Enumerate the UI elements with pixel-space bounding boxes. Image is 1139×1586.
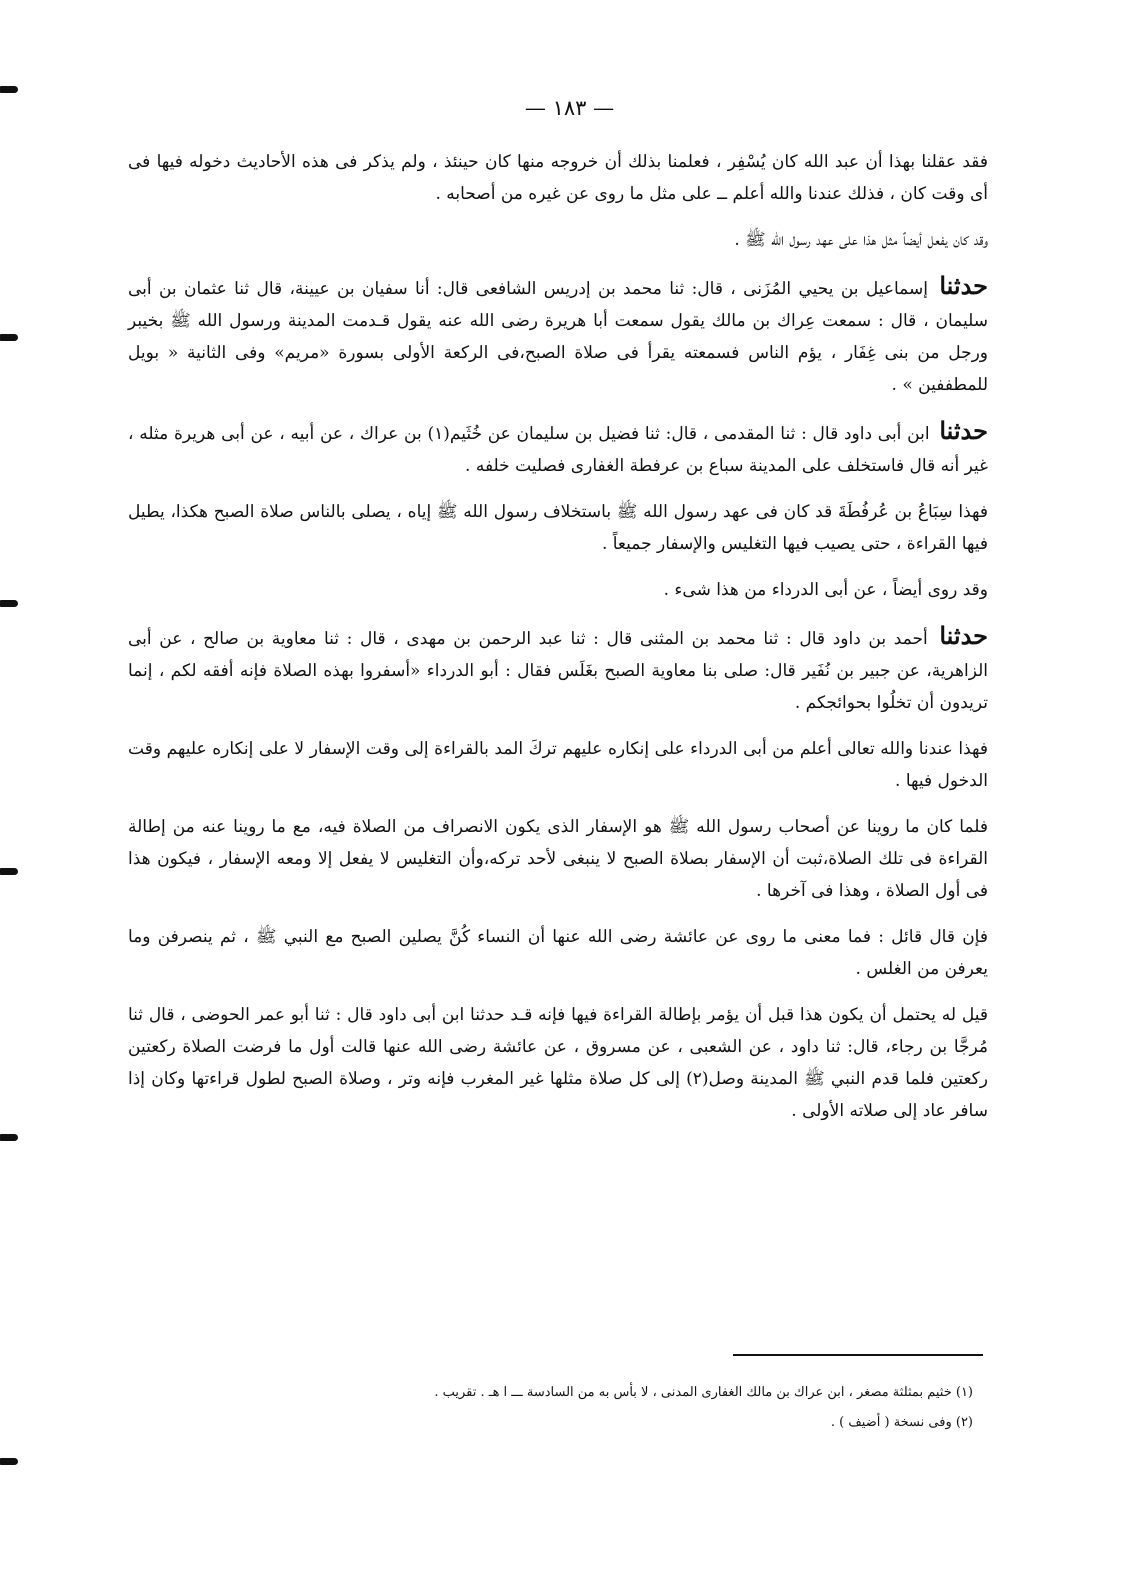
paragraph: قيل له يحتمل أن يكون هذا قبل أن يؤمر بإطالة القراءة فيها فإنه قـد حدثنا ابن أبى داود قال : ثنا أبو عمر الحوضى ، قال ثنا مُرجَّا بن رجاء، قال: ثنا داود ، عن الشعبى ، عن مسروق ، عن عائشة رضى الله عنها قالت أول ما فرضت الصلاة ركعتين ركعتين فلما قدم النبي ﷺ المدينة وصل(٢) إلى كل صلاة مثلها غير المغرب فإنه وتر ، وصلاة الصبح لطول قراءتها وكان إذا سافر عاد إلى صلاته الأولى . (128, 1005, 988, 1121)
body-text (128, 146, 988, 1141)
paragraph-text: ابن أبى داود قال : ثنا المقدمى ، قال: ثنا فضيل بن سليمان عن خُثَيم(١) بن عراك ، عن أبيه ، عن أبى هريرة مثله ، غير أنه قال فاستخلف على المدينة سباع بن عرفطة الغفارى فصليت خلفه . (128, 424, 988, 476)
scan-edge-mark (0, 600, 18, 607)
hadith-marker: حدثنا (939, 271, 988, 300)
paragraph: فقد عقلنا بهذا أن عبد الله كان يُسْفِر ، فعلمنا بذلك أن خروجه منها كان حينئذ ، ولم يذكر فى هذه الأحاديث دخوله فيها فى أى وقت كان ، فذلك عندنا والله أعلم ــ على مثل ما روى عن غيره من أصحابه . (128, 152, 988, 204)
scan-edge-mark (0, 1458, 18, 1465)
scan-edge-mark (0, 334, 18, 341)
paragraph: فلما كان ما روينا عن أصحاب رسول الله ﷺ هو الإسفار الذى يكون الانصراف من الصلاة فيه، مع ما روينا عنه من إطالة القراءة فى تلك الصلاة،ثبت أن الإسفار بصلاة الصبح لا ينبغى لأحد تركه،وأن التغليس لا يفعل إلا ومعه الإسفار ، فيكون هذا فى أول الصلاة ، وهذا فى آخرها . (128, 817, 988, 901)
paragraph (128, 270, 988, 401)
hadith-marker: حدثنا (939, 416, 988, 445)
paragraph: وقد كان يفعل أيضاً مثل هذا على عهد رسول الله ﷺ . (734, 230, 988, 250)
page-number: — ١٨٣ — (524, 96, 615, 120)
scan-edge-mark (0, 1134, 18, 1141)
paragraph-text: إسماعيل بن يحيي المُزَنى ، قال: ثنا محمد بن إدريس الشافعى قال: أنا سفيان بن عيينة، قال ثنا عثمان بن أبى سليمان ، قال : سمعت عِراك بن مالك يقول سمعت أبا هريرة رضى الله عنه يقول قـدمت المدينة ورسول الله ﷺ بخيبر ورجل من بنى غِفَار ، يؤم الناس فسمعته يقرأ فى صلاة الصبح،فى الركعة الأولى بسورة «مريم» وفى الثانية « بويل للمطففين » . (128, 279, 988, 395)
footnote: (١) خثيم بمثلثة مصغر ، ابن عراك بن مالك الغفارى المدنى ، لا بأس به من السادسة ـــ ا هـ . تقريب . (434, 1385, 973, 1400)
scan-edge-mark (0, 868, 18, 875)
paragraph: فإن قال قائل : فما معنى ما روى عن عائشة رضى الله عنها أن النساء كُنَّ يصلين الصبح مع النبي ﷺ ، ثم ينصرفن وما يعرفن من الغلس . (128, 927, 988, 979)
paragraph: فهذا سِبَاعُ بن عُرفُطَةَ قد كان فى عهد رسول الله ﷺ باستخلاف رسول الله ﷺ إياه ، يصلى بالناس صلاة الصبح هكذا، يطيل فيها القراءة ، حتى يصيب فيها التغليس والإسفار جميعاً . (128, 502, 988, 554)
scan-edge-mark (0, 86, 18, 93)
paragraph (128, 415, 988, 482)
paragraph-text: أحمد بن داود قال : ثنا محمد بن المثنى قال : ثنا عبد الرحمن بن مهدى ، قال : ثنا معاوية بن صالح ، عن أبى الزاهرية، عن جبير بن نُفَير قال: صلى بنا معاوية الصبح بغَلَس فقال : أبو الدرداء «أسفروا بهذه الصلاة فإنه أفقه لكم ، إنما تريدون أن تخلُوا بحوائجكم . (128, 629, 988, 713)
footnote: (٢) وفى نسخة ( أضيف ) . (830, 1415, 973, 1430)
footnote-divider (733, 1354, 983, 1356)
hadith-marker: حدثنا (939, 621, 988, 650)
paragraph (128, 620, 988, 719)
paragraph: وقد روى أيضاً ، عن أبى الدرداء من هذا شىء . (663, 580, 988, 600)
paragraph: فهذا عندنا والله تعالى أعلم من أبى الدرداء على إنكاره عليهم تركَ المد بالقراءة إلى وقت الإسفار لا على إنكاره عليهم وقت الدخول فيها . (128, 739, 988, 791)
footnotes (128, 1378, 973, 1438)
